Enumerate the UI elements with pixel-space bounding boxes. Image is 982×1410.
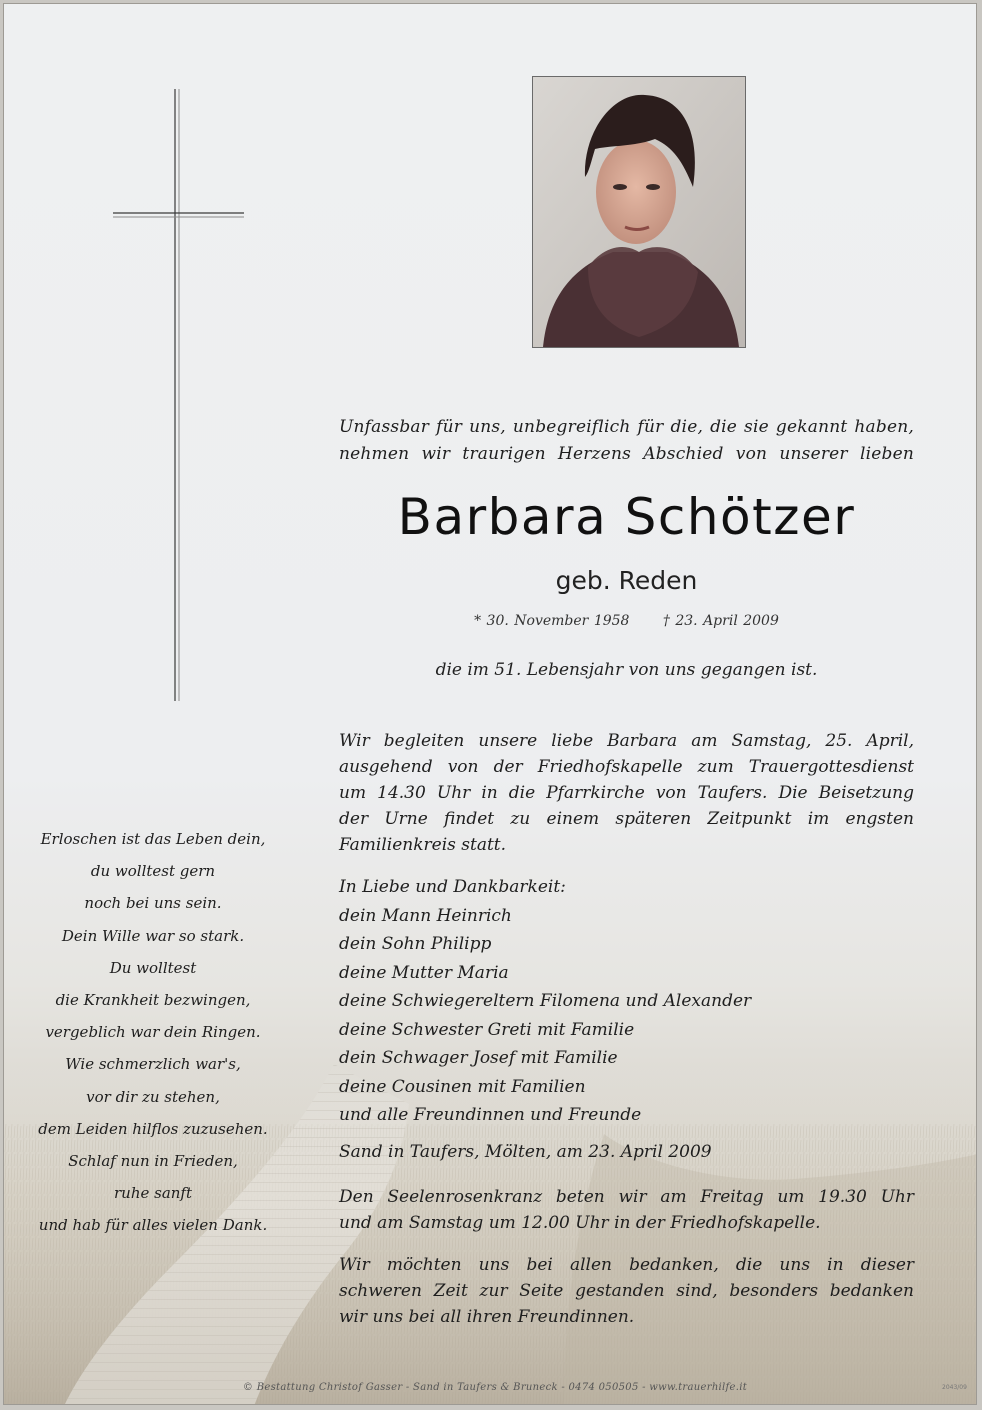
document-code: 2043/09	[942, 1384, 967, 1391]
funeral-line: ausgehend von der Friedhofskapelle zum Trauergottesdienst	[339, 757, 914, 777]
mourner-item: deine Schwiegereltern Filomena und Alexander	[339, 991, 752, 1011]
funeral-line: der Urne findet zu einem späteren Zeitpunkt im engsten	[339, 809, 914, 829]
intro-line: nehmen wir traurigen Herzens Abschied von unserer lieben	[339, 444, 914, 464]
mourner-item: dein Sohn Philipp	[339, 934, 492, 954]
mourner-item: deine Cousinen mit Familien	[339, 1076, 586, 1097]
obituary-card	[3, 3, 977, 1405]
poem-line: du wolltest gern	[90, 862, 216, 881]
poem-line: Erloschen ist das Leben dein,	[40, 830, 266, 848]
mourner-item: dein Schwager Josef mit Familie	[339, 1048, 618, 1068]
mourner-item: deine Schwester Greti mit Familie	[339, 1019, 635, 1040]
thanks-line: schweren Zeit zur Seite gestanden sind, besonders bedanken	[339, 1281, 914, 1301]
age-line: die im 51. Lebensjahr von uns gegangen ist.	[435, 660, 818, 680]
rosary-line: und am Samstag um 12.00 Uhr in der Friedhofskapelle.	[339, 1213, 821, 1233]
place-date: Sand in Taufers, Mölten, am 23. April 2009	[339, 1142, 712, 1162]
death-date: † 23. April 2009	[662, 613, 779, 629]
poem-line: und hab für alles vielen Dank.	[38, 1216, 268, 1235]
portrait-image	[533, 77, 745, 347]
poem-line: noch bei uns sein.	[84, 894, 222, 913]
funeral-line: Familienkreis statt.	[339, 835, 507, 855]
portrait-photo	[532, 76, 746, 348]
cross-icon	[109, 89, 244, 701]
funeral-line: Wir begleiten unsere liebe Barbara am Samstag, 25. April,	[339, 731, 914, 751]
funeral-line: um 14.30 Uhr in die Pfarrkirche von Taufers. Die Beisetzung	[339, 783, 914, 803]
poem-line: ruhe sanft	[113, 1184, 193, 1203]
funeral-announcement	[339, 728, 914, 858]
poem-line: Dein Wille war so stark.	[61, 926, 245, 945]
mourner-item: und alle Freundinnen und Freunde	[339, 1105, 642, 1125]
memorial-poem	[18, 823, 288, 1242]
poem-line: Wie schmerzlich war's,	[65, 1055, 241, 1074]
intro-text	[339, 414, 914, 468]
mourner-item: deine Mutter Maria	[339, 962, 509, 983]
funeral-home-footer: © Bestattung Christof Gasser - Sand in Taufers & Bruneck - 0474 050505 - www.trauerhilfe.it	[242, 1382, 748, 1393]
birth-date: * 30. November 1958	[474, 613, 630, 629]
mourners-heading: In Liebe und Dankbarkeit:	[339, 877, 566, 897]
rosary-notice	[339, 1184, 914, 1236]
thanks-line: Wir möchten uns bei allen bedanken, die uns in dieser	[339, 1255, 914, 1275]
life-dates	[339, 613, 914, 629]
mourners-list	[339, 873, 914, 1130]
poem-line: vor dir zu stehen,	[86, 1087, 220, 1106]
rosary-line: Den Seelenrosenkranz beten wir am Freitag um 19.30 Uhr	[339, 1187, 914, 1207]
mourner-item: dein Mann Heinrich	[339, 905, 512, 926]
thanks-notice	[339, 1252, 914, 1330]
intro-line: Unfassbar für uns, unbegreiflich für die, die sie gekannt haben,	[339, 417, 914, 437]
poem-line: die Krankheit bezwingen,	[55, 991, 251, 1010]
thanks-line: wir uns bei all ihren Freundinnen.	[339, 1307, 635, 1327]
poem-line: dem Leiden hilflos zuzusehen.	[38, 1119, 268, 1138]
poem-line: vergeblich war dein Ringen.	[45, 1023, 261, 1042]
maiden-name: geb. Reden	[555, 566, 698, 595]
poem-line: Du wolltest	[109, 958, 197, 977]
deceased-name: Barbara Schötzer	[397, 488, 856, 546]
poem-line: Schlaf nun in Frieden,	[68, 1152, 238, 1171]
